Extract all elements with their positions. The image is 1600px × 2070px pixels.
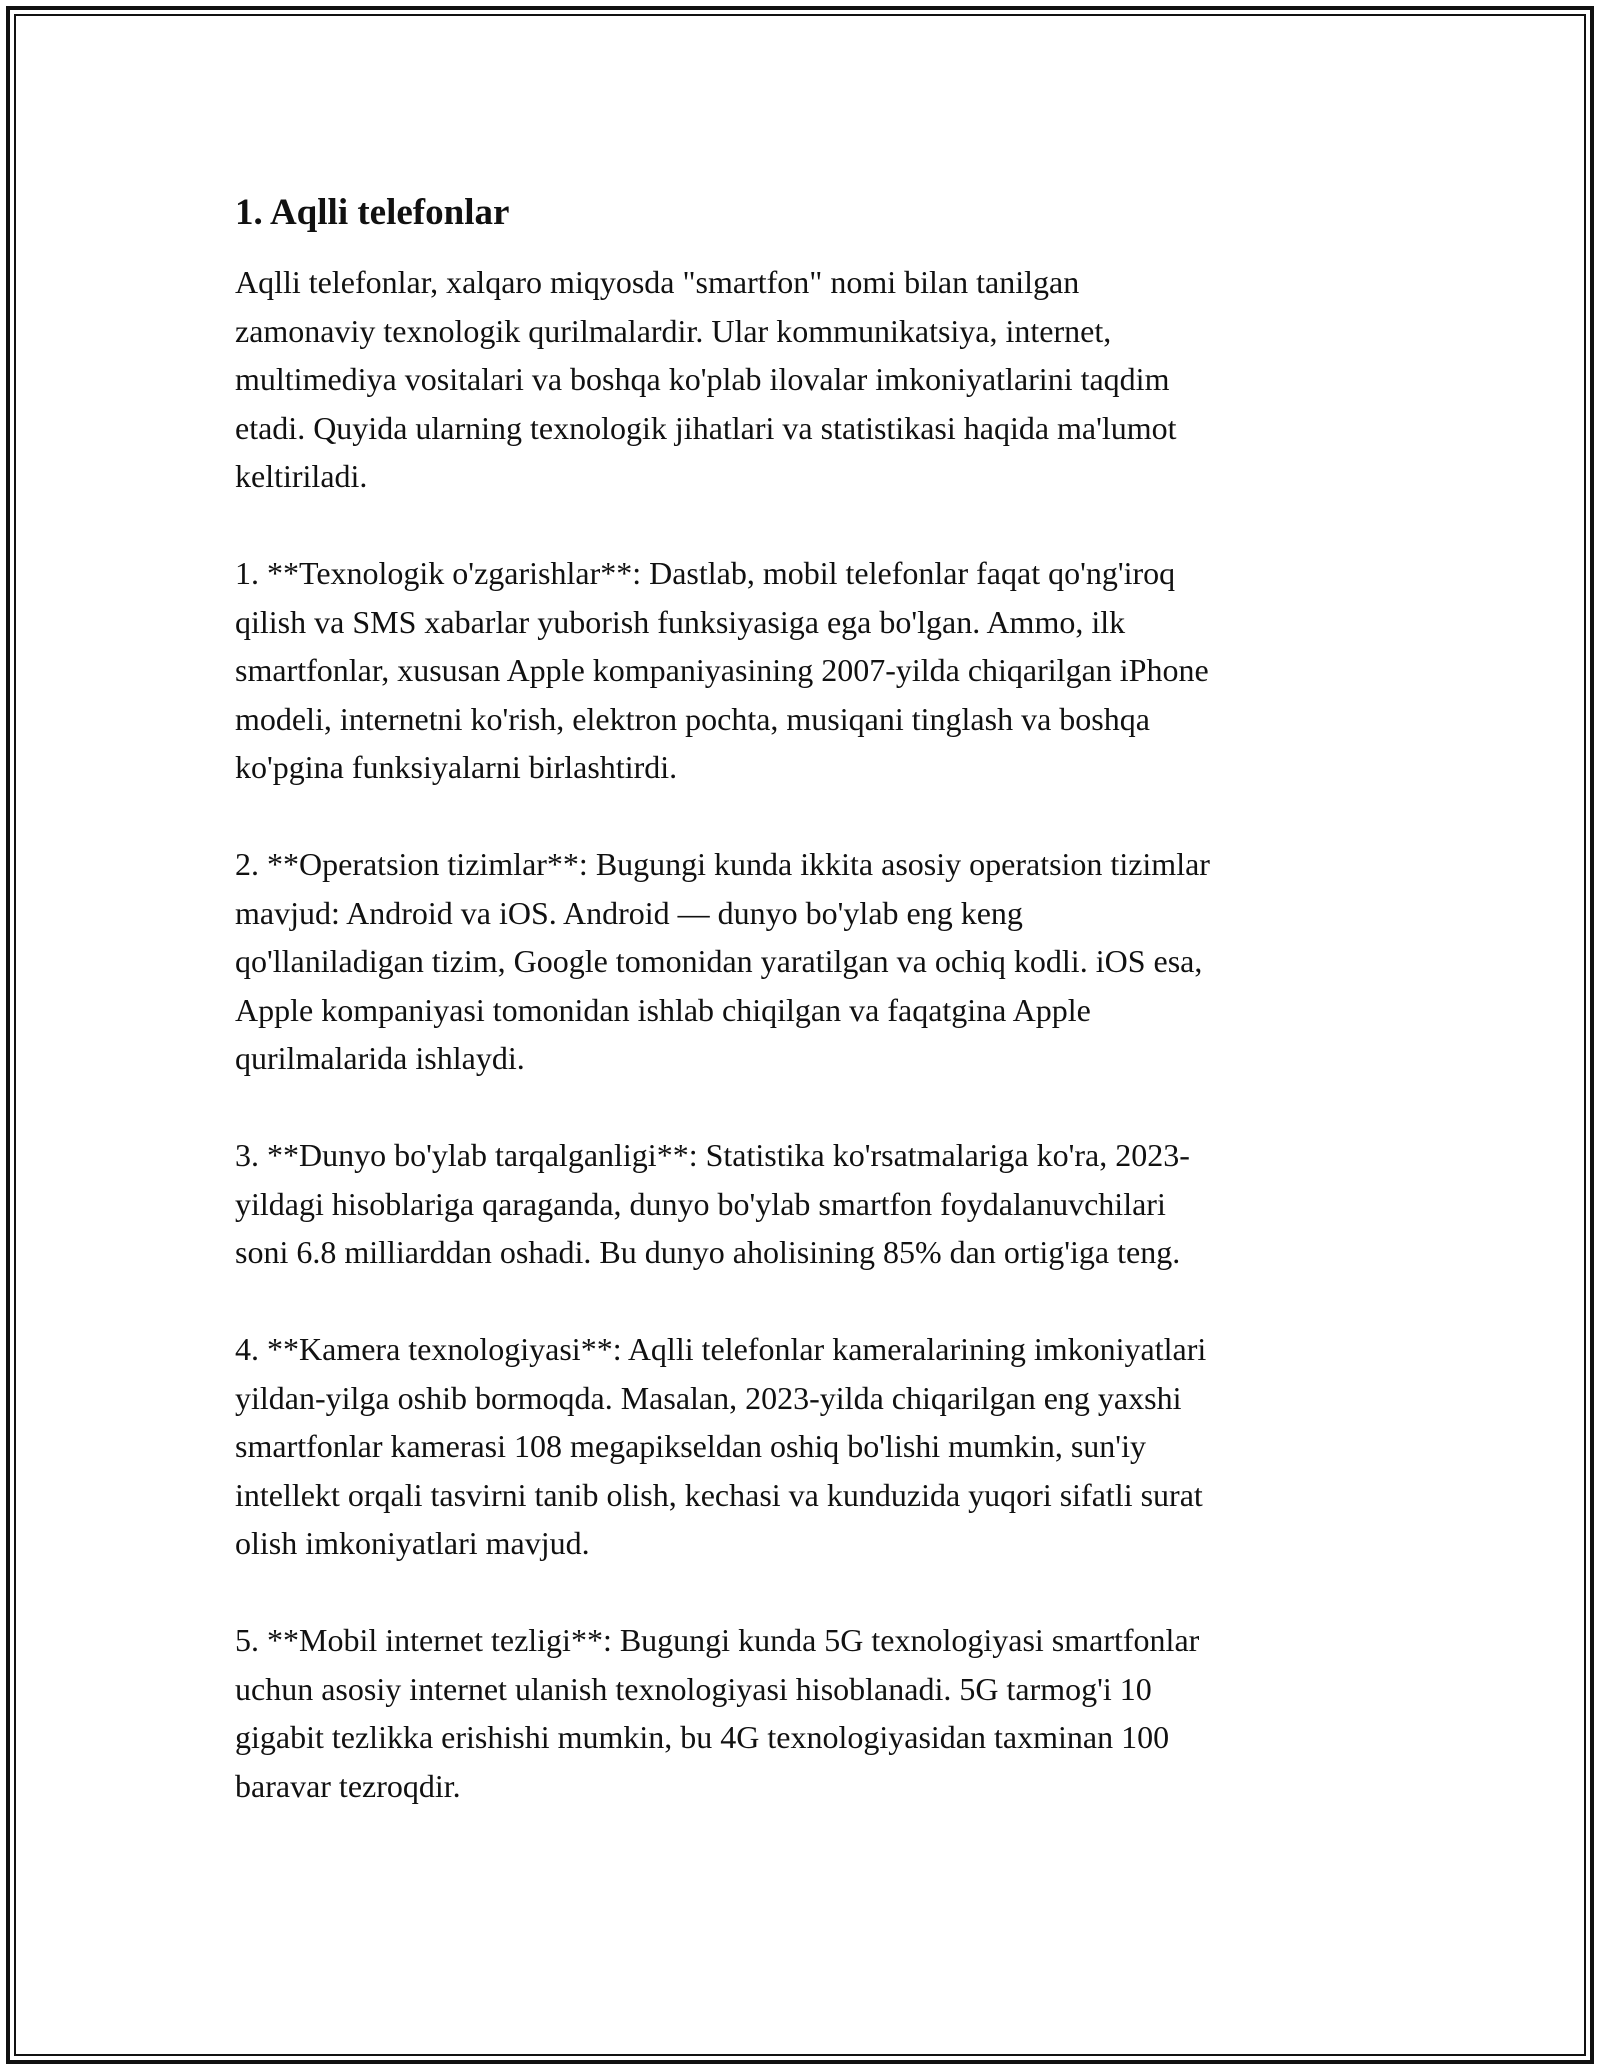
item-operating-systems: 2. **Operatsion tizimlar**: Bugungi kunda ikkita asosiy operatsion tizimlar mavjud: Android va iOS. Android — dunyo bo'ylab eng keng qo'llaniladigan tizim, Google tomonidan yaratilgan va ochiq kodli. iOS esa, Apple kompaniyasi tomonidan ishlab chiqilgan va faqatgina Apple qurilmalarida ishlaydi. xyxy=(235,846,1210,1076)
item-technological-changes: 1. **Texnologik o'zgarishlar**: Dastlab, mobil telefonlar faqat qo'ng'iroq qilish va SMS xabarlar yuborish funksiyasiga ega bo'lgan. Ammo, ilk smartfonlar, xususan Apple kompaniyasining 2007-yilda chiqarilgan iPhone modeli, internetni ko'rish, elektron pochta, musiqani tinglash va boshqa ko'pgina funksiyalarni birlashtirdi. xyxy=(235,555,1209,785)
intro-paragraph: Aqlli telefonlar, xalqaro miqyosda "smartfon" nomi bilan tanilgan zamonaviy texnologik qurilmalardir. Ular kommunikatsiya, internet, multimediya vositalari va boshqa ko'plab ilovalar imkoniyatlarini taqdim etadi. Quyida ularning texnologik jihatlari va statistikasi haqida ma'lumot keltiriladi. xyxy=(235,264,1177,494)
item-worldwide-distribution: 3. **Dunyo bo'ylab tarqalganligi**: Statistika ko'rsatmalariga ko'ra, 2023- yildagi hisoblariga qaraganda, dunyo bo'ylab smartfon foydalanuvchilari soni 6.8 milliarddan oshadi. Bu dunyo aholisining 85% dan ortig'iga teng. xyxy=(235,1137,1190,1270)
page-title: 1. Aqlli telefonlar xyxy=(235,192,510,233)
document-body xyxy=(235,188,1370,1859)
item-mobile-internet-speed: 5. **Mobil internet tezligi**: Bugungi kunda 5G texnologiyasi smartfonlar uchun asosiy internet ulanish texnologiyasi hisoblanadi. 5G tarmog'i 10 gigabit tezlikka erishishi mumkin, bu 4G texnologiyasidan taxminan 100 baravar tezroqdir. xyxy=(235,1622,1200,1804)
item-camera-technology: 4. **Kamera texnologiyasi**: Aqlli telefonlar kameralarining imkoniyatlari yildan-yilga oshib bormoqda. Masalan, 2023-yilda chiqarilgan eng yaxshi smartfonlar kamerasi 108 megapikseldan oshiq bo'lishi mumkin, sun'iy intellekt orqali tasvirni tanib olish, kechasi va kunduzida yuqori sifatli surat olish imkoniyatlari mavjud. xyxy=(235,1331,1207,1561)
